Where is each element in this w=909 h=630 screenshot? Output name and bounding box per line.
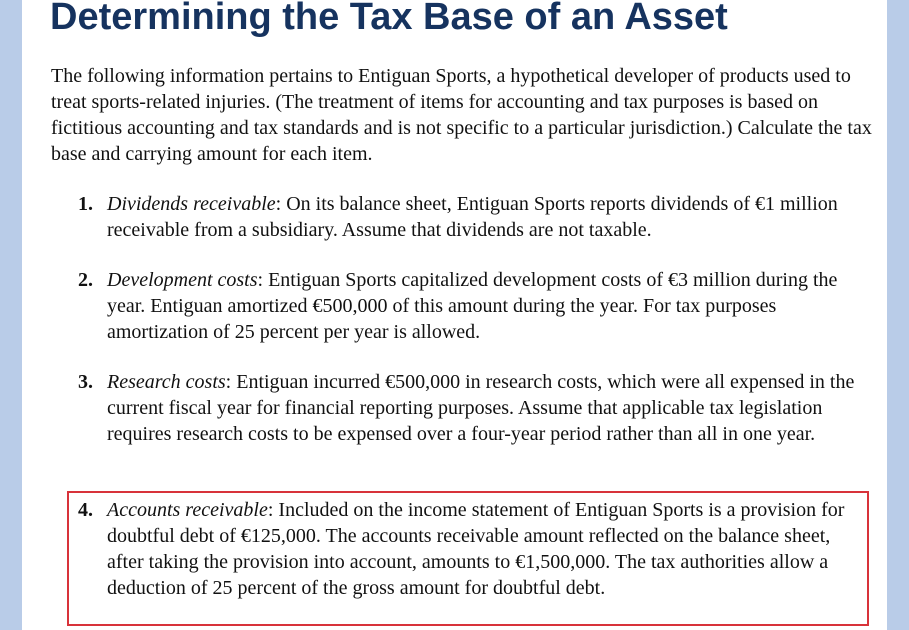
item-text xyxy=(107,369,868,447)
item-number: 1. xyxy=(78,193,93,215)
slide-page xyxy=(22,0,887,630)
list-item-development-costs xyxy=(78,267,868,345)
item-description: : Entiguan Sports capitalized development costs of €3 million during the year. Entiguan amortized €500,000 of this amount during the year. For tax purposes amortization of 25 percent per year is allowed. xyxy=(107,269,838,343)
item-description: : Entiguan incurred €500,000 in research costs, which were all expensed in the current fiscal year for financial reporting purposes. Assume that applicable tax legislation requires research costs to be expensed over a four-year period rather than all in one year. xyxy=(107,371,855,445)
page-title: Determining the Tax Base of an Asset xyxy=(50,0,728,38)
item-term: Development costs xyxy=(107,269,258,291)
item-text xyxy=(107,497,868,601)
list-item-dividends-receivable xyxy=(78,191,868,243)
right-side-bar xyxy=(887,0,909,630)
item-text xyxy=(107,191,868,243)
list-item-accounts-receivable xyxy=(78,497,868,601)
item-number: 2. xyxy=(78,269,93,291)
item-term: Research costs xyxy=(107,371,226,393)
item-description: : On its balance sheet, Entiguan Sports reports dividends of €1 million receivable from a subsidiary. Assume that dividends are not taxable. xyxy=(107,193,838,241)
item-text xyxy=(107,267,868,345)
item-number: 4. xyxy=(78,499,93,521)
item-number: 3. xyxy=(78,371,93,393)
left-side-bar xyxy=(0,0,22,630)
list-item-research-costs xyxy=(78,369,868,447)
intro-paragraph: The following information pertains to Entiguan Sports, a hypothetical developer of products used to treat sports-related injuries. (The treatment of items for accounting and tax purposes is based on fictitious accounting and tax standards and is not specific to a particular jurisdiction.) Calculate the tax base and carrying amount for each item. xyxy=(51,65,872,165)
item-description: : Included on the income statement of Entiguan Sports is a provision for doubtful debt of €125,000. The accounts receivable amount reflected on the balance sheet, after taking the provision into account, amounts to €1,500,000. The tax authorities allow a deduction of 25 percent of the gross amount for doubtful debt. xyxy=(107,499,845,599)
item-term: Dividends receivable xyxy=(107,193,276,215)
item-term: Accounts receivable xyxy=(107,499,268,521)
